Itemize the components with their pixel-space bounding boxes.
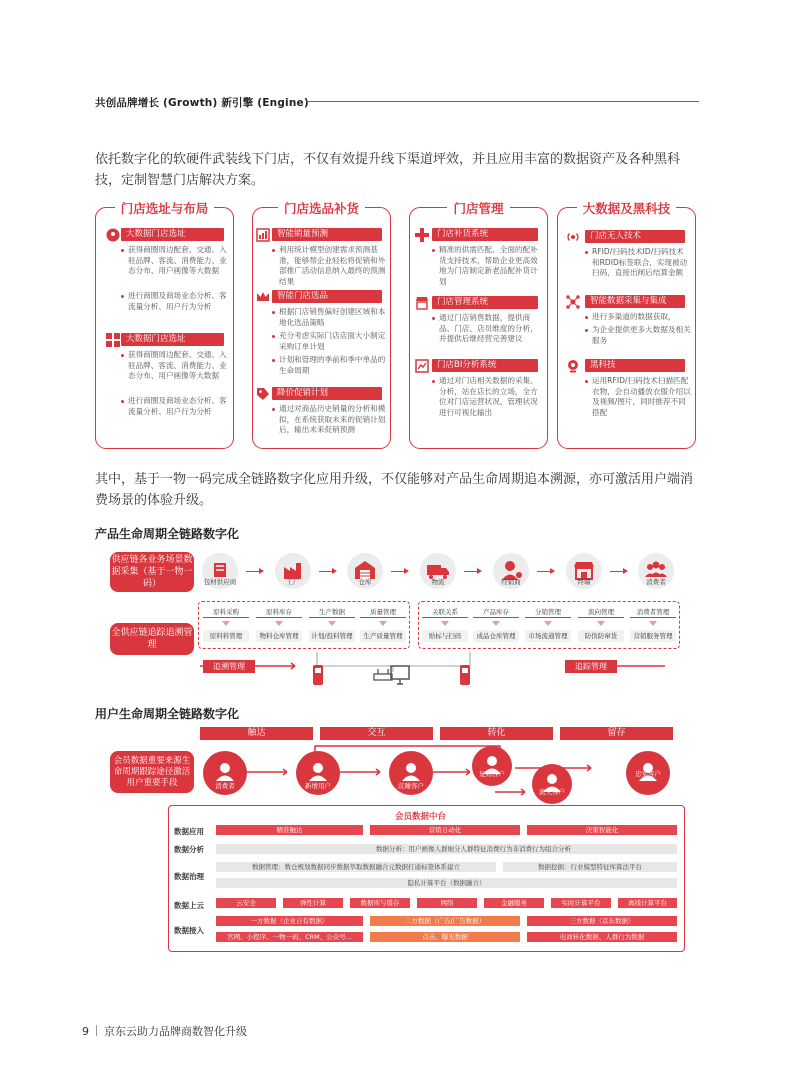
user-lifecycle-title: 用户生命周期全链路数字化 [95, 707, 240, 721]
node-label: 沉睡客户 [398, 782, 424, 790]
platform-cell: 营销自动化 [370, 825, 520, 835]
grid-icon [106, 333, 120, 347]
bullet: RFID/扫码技术ID/扫码技术和RDID标签联合，实现被动扫码，直接出闸后结算金额 [585, 247, 691, 279]
paragraph-2: 其中，基于一物一码完成全链路数字化应用升级，不仅能够对产品生命周期追本溯源，亦可激活用户端消费场景的体验升级。 [95, 472, 694, 508]
row-label: 数据接入 [174, 926, 204, 935]
bullet: 进行多渠道的数据获取， [585, 312, 691, 323]
header-title: 共创品牌增长 (Growth) 新引擎 (Engine) [95, 97, 309, 109]
trace-cell: 成品仓库管理 [473, 630, 519, 642]
trace-cell: 市场流通管理 [525, 630, 571, 642]
down-arrow [441, 621, 449, 626]
page-number: 9 [82, 1025, 89, 1038]
trace-tag: 流向管理 [578, 606, 624, 618]
user-icon [472, 746, 512, 786]
stage-label: 经销商 [501, 578, 521, 586]
stage-label: 消费者 [646, 578, 666, 586]
bi-chart-icon [415, 359, 429, 373]
location-icon [106, 228, 120, 242]
down-arrow [492, 621, 500, 626]
bullet: 获得商圈周边配套、交通、入驻品牌、客流、消费能力、业态分布、用户画像等大数据 [121, 350, 229, 382]
monitor-icon [389, 664, 411, 686]
platform-cell: 云安全 [216, 898, 276, 908]
row-label: 数据分析 [174, 845, 204, 854]
product-lifecycle-title: 产品生命周期全链路数字化 [95, 527, 240, 541]
flow-arrow [610, 571, 626, 572]
trace-cell: 计划/投料管理 [309, 630, 355, 642]
footer-text: 京东云助力品牌商数智化升级 [104, 1025, 247, 1038]
trace-tag: 生产数据 [309, 606, 355, 618]
trace-cell: 原料料管理 [203, 630, 249, 642]
trace-tag: 原料采购 [203, 606, 249, 618]
section-pill: 门店BI分析系统 [432, 359, 538, 372]
down-arrow [222, 621, 230, 626]
footer-divider [96, 1025, 97, 1036]
platform-cell: 数据分析：用户画像人群细分人群特征消费行为非消费行为组合分析 [216, 844, 677, 854]
section-pill: 黑科技 [585, 359, 685, 372]
trace-tag: 消费者管理 [630, 606, 676, 618]
platform-cell: 实时计算平台 [551, 898, 611, 908]
stage-label: 包材供应商 [203, 578, 237, 586]
stage-reach: 触达 [200, 727, 313, 740]
row-label: 数据上云 [174, 901, 204, 910]
stage-convert: 转化 [440, 727, 553, 740]
flow-arrow [246, 571, 262, 572]
network-icon [566, 295, 580, 309]
stage-label: 物流 [431, 578, 445, 586]
node-label: 复购客户 [479, 770, 505, 778]
trace-tag: 产品库存 [473, 606, 519, 618]
bullet: 进行商圈及商场业态分析、客流量分析、用户行为分析 [121, 291, 229, 312]
node-label: 忠实客户 [635, 770, 661, 778]
down-arrow [275, 621, 283, 626]
tag-icon [256, 387, 270, 401]
member-data-label: 会员数据重要来源生命周期跟踪途径激活用户重要手段 [110, 751, 194, 793]
bullet: 通过对商品历史销量的分析和模拟，在系统获取未来的促销计划后，输出未来促销预测 [272, 404, 388, 436]
scanner-icon [311, 663, 325, 687]
trace-cell: 营销服务管理 [630, 630, 676, 642]
down-arrow [544, 621, 552, 626]
trace-forward-label: 追踪管理 [565, 660, 617, 673]
platform-cell: 一方数据（企业自有数据） [216, 916, 363, 926]
flow-arrow [319, 571, 335, 572]
trace-tag: 原料库存 [256, 606, 302, 618]
user-icon [532, 764, 572, 804]
bullet: 获得商圈周边配套、交通、入驻品牌、客流、消费能力、业态分布、用户画像等大数据 [121, 245, 229, 277]
platform-cell: 弹性计算 [283, 898, 343, 908]
bullet: 通过对门店相关数据的采集、分析，站在店长的立场，全方位对门店运营状况、管理状况进行可视化输出 [432, 376, 544, 419]
section-pill: 智能销量预测 [272, 228, 382, 241]
stage-interact: 交互 [320, 727, 433, 740]
platform-cell: 隐私计算平台（数据融合） [216, 878, 677, 888]
bullet: 通过门店销售数据，提供商品、门店、店员维度的分析，并提供后继经营完善建议 [432, 313, 544, 345]
stage-label: 终端 [577, 578, 591, 586]
row-label: 数据治理 [174, 872, 204, 881]
card-site-selection [95, 201, 234, 449]
section-pill: 大数据门店选址 [121, 228, 224, 241]
platform-cell: 数据库与缓存 [350, 898, 410, 908]
section-pill: 门店补货系统 [432, 228, 538, 241]
platform-cell: 三方数据（京东数据） [527, 916, 677, 926]
bullet: 充分考虑实际门店店面大小制定采购订单计划 [272, 331, 388, 352]
flow-arrow [464, 571, 480, 572]
platform-cell: 点击、曝光数据 [370, 932, 520, 942]
platform-cell: 离线计算平台 [618, 898, 677, 908]
row-label: 数据应用 [174, 827, 204, 836]
card-title: 门店选址与布局 [115, 201, 215, 216]
handheld-terminal-icon [458, 663, 472, 687]
stage-retain: 留存 [560, 727, 673, 740]
supply-chain-label: 供应链各业务场景数据采集（基于一物一码） [110, 552, 194, 592]
trace-back-label: 追溯管理 [203, 660, 255, 673]
node-label: 消费者 [215, 782, 235, 790]
down-arrow [597, 621, 605, 626]
down-arrow [328, 621, 336, 626]
down-arrow [379, 621, 387, 626]
bullet: 利用统计模型创建需求预测基准，能够帮企业轻松将促销和外部推广活动信息纳入最终的预测结果 [272, 245, 388, 288]
card-store-management [409, 201, 548, 449]
down-arrow [649, 621, 657, 626]
card-title: 门店选品补货 [278, 201, 365, 216]
flow-arrow [391, 571, 407, 572]
trace-tag: 质量管理 [360, 606, 406, 618]
node-label: 新增用户 [305, 782, 331, 790]
stage-label: 仓库 [358, 578, 372, 586]
bullet: 计划和管理的季前和季中单品的生命周期 [272, 355, 388, 376]
trace-tag: 分销管理 [525, 606, 571, 618]
node-repurchase-customer [472, 746, 512, 786]
card-bigdata-tech [557, 201, 696, 449]
platform-cell: 电商转化数据、人群行为数据 [527, 932, 677, 942]
section-pill: 门店管理系统 [432, 296, 538, 309]
footer [82, 1023, 247, 1039]
intro-paragraph: 依托数字化的软硬件武装线下门店，不仅有效提升线下渠道坪效，并且应用丰富的数据资产及各种黑科技，定制智慧门店解决方案。 [95, 152, 681, 188]
camera-icon [566, 359, 580, 373]
trace-management-label: 全供应链追踪追溯管理 [110, 623, 194, 655]
store-icon [415, 296, 429, 310]
section-pill: 降价促销计划 [272, 387, 382, 400]
card-product-selection [252, 201, 391, 449]
bullet: 进行商圈及商场业态分析、客流量分析、用户行为分析 [121, 396, 229, 417]
card-title: 门店管理 [447, 201, 509, 216]
trace-cell: 物料仓库管理 [256, 630, 302, 642]
trace-cell: 贴标与扫码 [422, 630, 468, 642]
platform-cell: 数据挖掘：行业模型特征库算法平台 [503, 862, 677, 872]
rfid-icon [566, 230, 580, 244]
platform-cell: 网络 [417, 898, 477, 908]
trace-cell: 防伪防窜货 [578, 630, 624, 642]
flow-arrow [537, 571, 553, 572]
stage-label: 工厂 [286, 578, 300, 586]
bullet: 根据门店销售偏好创建区域和本地化选品策略 [272, 307, 388, 328]
node-label: 流失客户 [539, 788, 565, 796]
bullet: 为企业提供更多大数据及相关服务 [585, 325, 691, 346]
platform-cell: 金融服务 [484, 898, 544, 908]
crown-icon [256, 290, 270, 304]
trace-tag: 关联关系 [422, 606, 468, 618]
section-pill: 门店无人技术 [585, 230, 685, 243]
section-pill: 智能数据采集与集成 [585, 295, 685, 308]
bullet: 精准的供需匹配、全面的配补货支持技术，帮助企业更高效地为门店制定新老品配补货计划 [432, 245, 544, 288]
section-pill: 智能门店选品 [272, 290, 382, 303]
bullet: 运用RFID/扫码技术扫描匹配衣物，会自动播放衣服介绍以及视频/图片，同时推荐不同搭配 [585, 376, 691, 419]
trace-cell: 生产质量管理 [360, 630, 406, 642]
platform-cell: 数据管理：数仓规划数据同步数据萃取数据融合元数据打通标签体系建立 [216, 862, 496, 872]
node-churned-customer [532, 764, 572, 804]
platform-cell: 决策智能化 [527, 825, 677, 835]
plus-icon [415, 228, 429, 242]
section-pill: 大数据门店选址 [121, 333, 224, 346]
platform-title: 会员数据中台 [395, 812, 447, 822]
platform-cell: 精准触达 [216, 825, 363, 835]
platform-cell: 二方数据（广告/广告数据） [370, 916, 520, 926]
header-rule [306, 101, 699, 102]
card-title: 大数据及黑科技 [577, 201, 677, 216]
chart-icon [256, 228, 270, 242]
platform-cell: 官网、小程序、一物一码、CRM、公众号... [216, 932, 363, 942]
